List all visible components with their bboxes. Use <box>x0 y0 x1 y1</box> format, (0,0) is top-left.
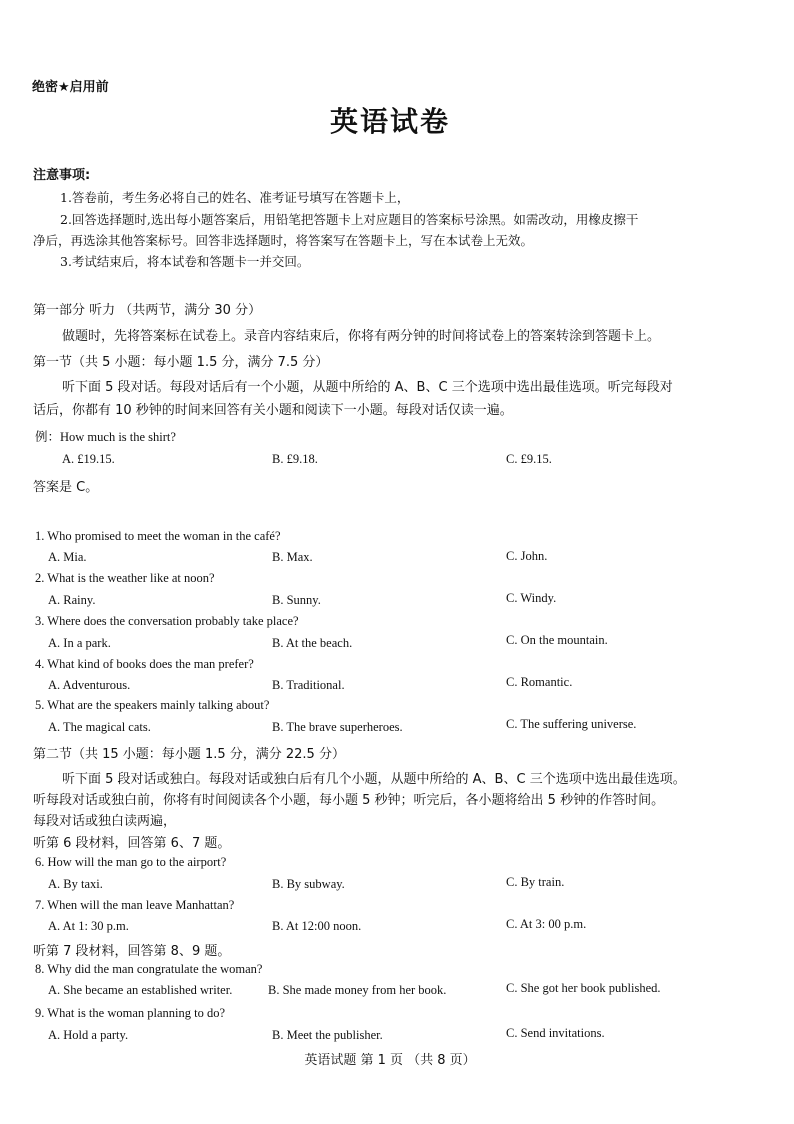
option-a: A. By taxi. <box>48 877 103 891</box>
option-b: B. The brave superheroes. <box>272 720 403 734</box>
note-item-3: 3.考试结束后，将本试卷和答题卡一并交回。 <box>60 254 310 269</box>
note-item-2-line-2: 净后，再选涂其他答案标号。回答非选择题时，将答案写在答题卡上，写在本试卷上无效。 <box>33 233 534 248</box>
option-a: A. Hold a party. <box>48 1028 129 1042</box>
example-option-c: C. £9.15. <box>506 452 552 466</box>
notes-heading: 注意事项: <box>33 168 91 183</box>
question-stem: 6. How will the man go to the airport? <box>35 855 227 869</box>
material-7-label: 听第 7 段材料，回答第 8、9 题。 <box>33 944 231 959</box>
section2-instruction-line-1: 听下面 5 段对话或独白。每段对话或独白后有几个小题，从题中所给的 A、B、C 三个选项中选出最佳选项。 <box>62 772 686 787</box>
question-stem: 1. Who promised to meet the woman in the café? <box>35 529 281 543</box>
option-b: B. At 12:00 noon. <box>272 919 362 933</box>
page-footer: 英语试题 第 1 页 （共 8 页） <box>304 1053 476 1068</box>
page-title: 英语试卷 <box>329 105 450 138</box>
section2-instruction-line-3: 每段对话或独白读两遍， <box>33 814 177 829</box>
example-option-b: B. £9.18. <box>272 452 318 466</box>
material-6-label: 听第 6 段材料，回答第 6、7 题。 <box>33 836 231 851</box>
confidential-label: 绝密★启用前 <box>32 80 109 95</box>
option-c: C. By train. <box>506 875 565 889</box>
option-c: C. Romantic. <box>506 675 573 689</box>
option-c: C. At 3: 00 p.m. <box>506 917 587 931</box>
option-b: B. At the beach. <box>272 636 353 650</box>
question-stem: 3. Where does the conversation probably take place? <box>35 614 299 628</box>
option-c: C. John. <box>506 549 548 563</box>
option-a: A. In a park. <box>48 636 111 650</box>
option-b: B. Meet the publisher. <box>272 1028 383 1042</box>
example-question: 例：How much is the shirt? <box>35 430 176 444</box>
part1-heading: 第一部分 听力 （共两节，满分 30 分） <box>33 303 262 318</box>
question-stem: 7. When will the man leave Manhattan? <box>35 898 235 912</box>
question-stem: 5. What are the speakers mainly talking about? <box>35 698 270 712</box>
section2-instruction-line-2: 听每段对话或独白前，你将有时间阅读各个小题，每小题 5 秒钟；听完后，各小题将给出 5 秒钟的作答时间。 <box>33 793 665 808</box>
option-c: C. Windy. <box>506 591 557 605</box>
example-answer: 答案是 C。 <box>33 480 99 495</box>
option-c: C. Send invitations. <box>506 1026 605 1040</box>
example-option-a: A. £19.15. <box>62 452 115 466</box>
option-b: B. Sunny. <box>272 593 321 607</box>
option-a: A. She became an established writer. <box>48 983 233 997</box>
option-b: B. She made money from her book. <box>268 983 447 997</box>
section1-instruction-line-1: 听下面 5 段对话。每段对话后有一个小题，从题中所给的 A、B、C 三个选项中选出最佳选项。听完每段对 <box>62 380 673 395</box>
option-c: C. She got her book published. <box>506 981 661 995</box>
section2-heading: 第二节（共 15 小题：每小题 1.5 分，满分 22.5 分） <box>33 747 345 762</box>
option-c: C. On the mountain. <box>506 633 608 647</box>
question-stem: 8. Why did the man congratulate the woman? <box>35 962 263 976</box>
note-item-1: 1.答卷前，考生务必将自己的姓名、准考证号填写在答题卡上， <box>60 190 410 205</box>
option-a: A. Mia. <box>48 550 87 564</box>
option-b: B. Max. <box>272 550 313 564</box>
note-item-2-line-1: 2.回答选择题时,选出每小题答案后，用铅笔把答题卡上对应题目的答案标号涂黑。如需改动，用橡皮擦干 <box>60 212 639 227</box>
option-b: B. Traditional. <box>272 678 345 692</box>
part1-instruction: 做题时，先将答案标在试卷上。录音内容结束后，你将有两分钟的时间将试卷上的答案转涂到答题卡上。 <box>62 329 661 344</box>
option-c: C. The suffering universe. <box>506 717 637 731</box>
section1-heading: 第一节（共 5 小题：每小题 1.5 分，满分 7.5 分） <box>33 355 329 370</box>
question-stem: 4. What kind of books does the man prefer? <box>35 657 254 671</box>
option-a: A. Rainy. <box>48 593 96 607</box>
question-stem: 2. What is the weather like at noon? <box>35 571 215 585</box>
question-stem: 9. What is the woman planning to do? <box>35 1006 226 1020</box>
section1-instruction-line-2: 话后，你都有 10 秒钟的时间来回答有关小题和阅读下一小题。每段对话仅读一遍。 <box>33 403 513 418</box>
option-a: A. At 1: 30 p.m. <box>48 919 129 933</box>
option-b: B. By subway. <box>272 877 345 891</box>
option-a: A. The magical cats. <box>48 720 151 734</box>
option-a: A. Adventurous. <box>48 678 131 692</box>
